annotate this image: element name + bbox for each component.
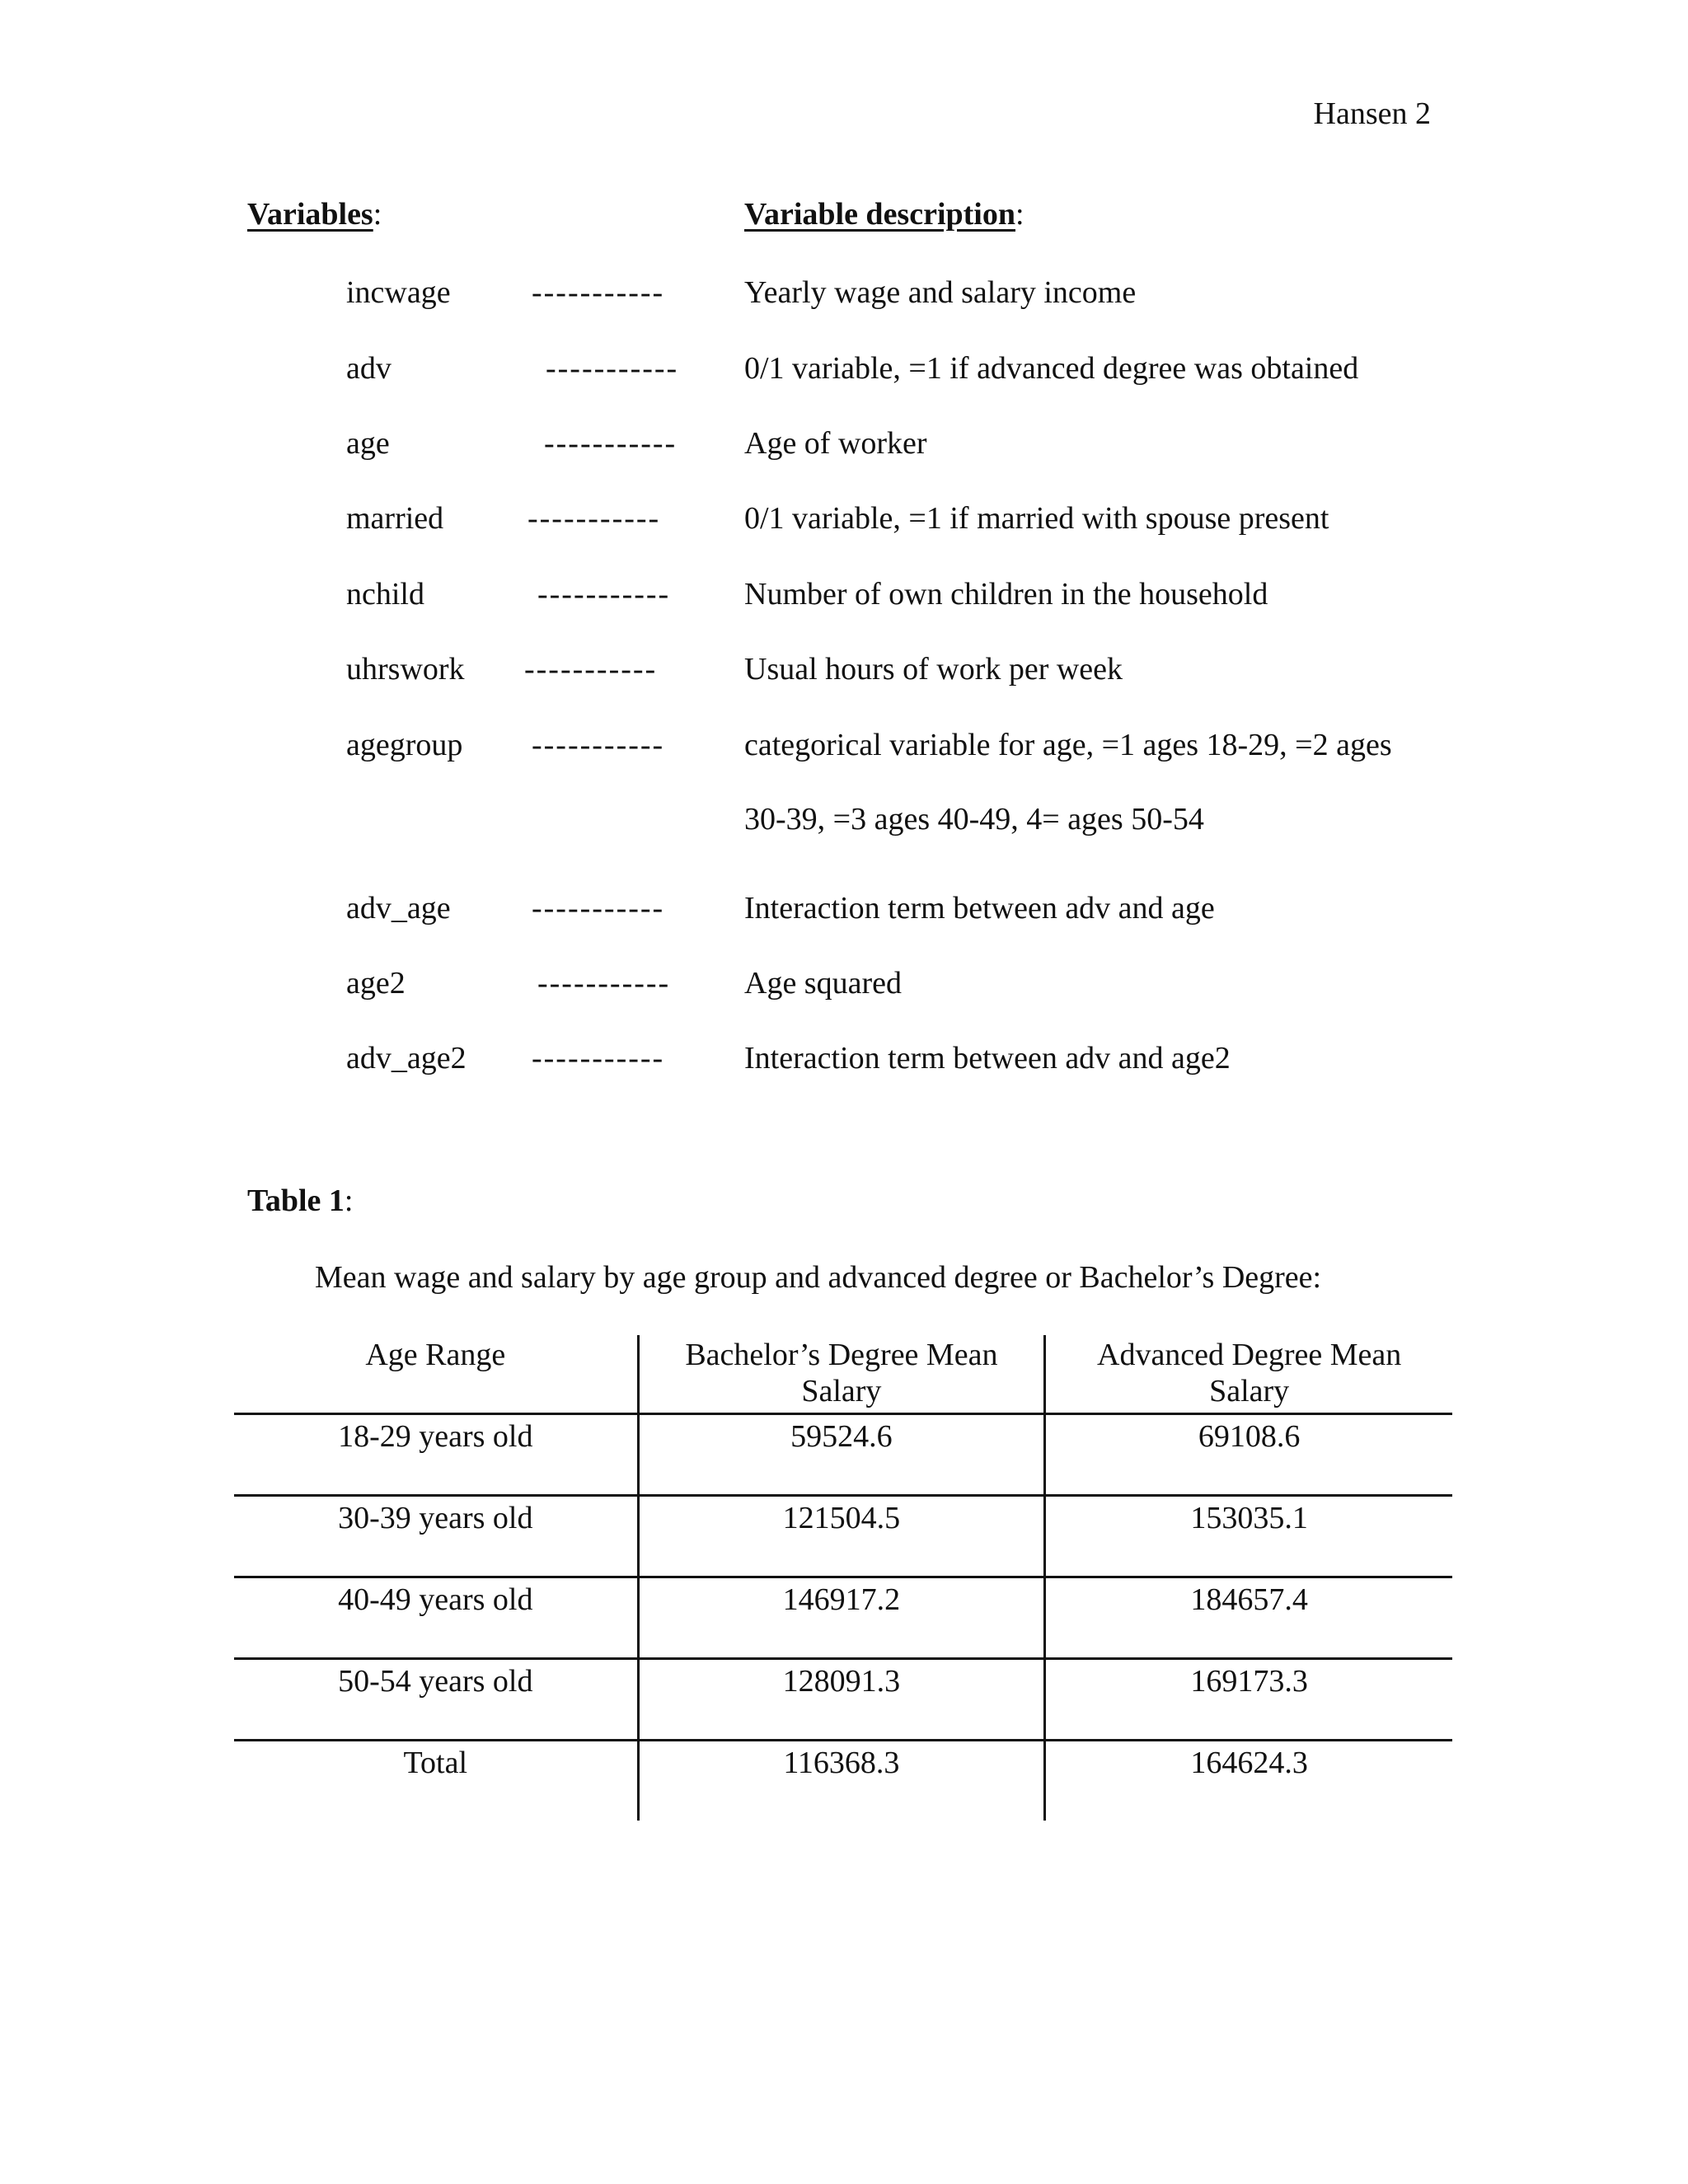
variable-description: Number of own children in the household [744,577,1268,612]
cell-bachelors-salary: 121504.5 [638,1496,1045,1577]
cell-advanced-salary: 153035.1 [1045,1496,1452,1577]
variable-description: Age of worker [744,426,927,461]
variable-separator: ----------- [532,275,665,310]
variable-name: married [346,501,444,536]
table-row [234,1496,1452,1577]
variable-separator: ----------- [537,577,671,612]
salary-table [234,1335,1452,1821]
variable-description: Yearly wage and salary income [744,275,1137,310]
variable-separator: ----------- [532,728,665,762]
cell-age-range: 50-54 years old [234,1659,638,1741]
variable-description: Usual hours of work per week [744,652,1123,687]
cell-advanced-salary: 69108.6 [1045,1414,1452,1496]
variable-separator: ----------- [544,426,678,461]
table-row [234,1659,1452,1741]
cell-age-range: 30-39 years old [234,1496,638,1577]
cell-bachelors-salary: 146917.2 [638,1577,1045,1659]
variable-name: uhrswork [346,652,465,687]
variable-name: agegroup [346,728,463,762]
variable-name: adv_age2 [346,1041,467,1076]
variable-name: nchild [346,577,424,612]
variable-description-continuation: 30-39, =3 ages 40-49, 4= ages 50-54 [744,802,1204,837]
header-advanced-line-2: Salary [1209,1374,1290,1408]
variable-name: incwage [346,275,451,310]
cell-advanced-salary: 164624.3 [1045,1741,1452,1821]
variable-name: adv [346,351,392,386]
variables-heading-label: Variables [247,197,373,232]
variable-name: age [346,426,390,461]
description-heading [744,196,1025,232]
table-header-row [234,1335,1452,1414]
table-title-label: Table 1 [247,1183,345,1218]
table-body [234,1414,1452,1821]
variable-separator: ----------- [546,351,679,386]
cell-advanced-salary: 169173.3 [1045,1659,1452,1741]
variable-description: Interaction term between adv and age2 [744,1041,1231,1076]
variable-name: adv_age [346,891,451,926]
header-bachelors-line-2: Salary [801,1374,882,1408]
header-bachelors-line-1: Bachelor’s Degree Mean [685,1338,998,1372]
description-heading-label: Variable description [744,197,1015,232]
header-advanced-line-1: Advanced Degree Mean [1097,1338,1402,1372]
header-bachelors-salary [638,1335,1045,1414]
table-title [247,1183,353,1219]
cell-bachelors-salary: 128091.3 [638,1659,1045,1741]
page-header: Hansen 2 [1313,96,1431,131]
variable-description: Age squared [744,966,902,1001]
table-title-colon: : [344,1183,354,1218]
variable-description: 0/1 variable, =1 if advanced degree was obtained [744,351,1359,386]
variable-name: age2 [346,966,406,1001]
variable-description: 0/1 variable, =1 if married with spouse present [744,501,1329,536]
cell-bachelors-salary: 116368.3 [638,1741,1045,1821]
table-row [234,1741,1452,1821]
variable-description: categorical variable for age, =1 ages 18-29, =2 ages [744,728,1392,762]
table-caption: Mean wage and salary by age group and advanced degree or Bachelor’s Degree: [315,1260,1322,1295]
cell-bachelors-salary: 59524.6 [638,1414,1045,1496]
variable-separator: ----------- [532,1041,665,1076]
header-age-range-line-1: Age Range [365,1338,506,1372]
variables-heading-colon: : [373,197,382,232]
cell-advanced-salary: 184657.4 [1045,1577,1452,1659]
variable-separator: ----------- [524,652,658,687]
header-advanced-salary [1045,1335,1452,1414]
cell-age-range: 40-49 years old [234,1577,638,1659]
table-row [234,1577,1452,1659]
table-row [234,1414,1452,1496]
cell-age-range: Total [234,1741,638,1821]
variable-separator: ----------- [537,966,671,1001]
variables-heading [247,196,382,232]
variable-separator: ----------- [532,891,665,926]
header-age-range [234,1335,638,1414]
variable-separator: ----------- [528,501,661,536]
description-heading-colon: : [1015,197,1025,232]
cell-age-range: 18-29 years old [234,1414,638,1496]
variable-description: Interaction term between adv and age [744,891,1215,926]
